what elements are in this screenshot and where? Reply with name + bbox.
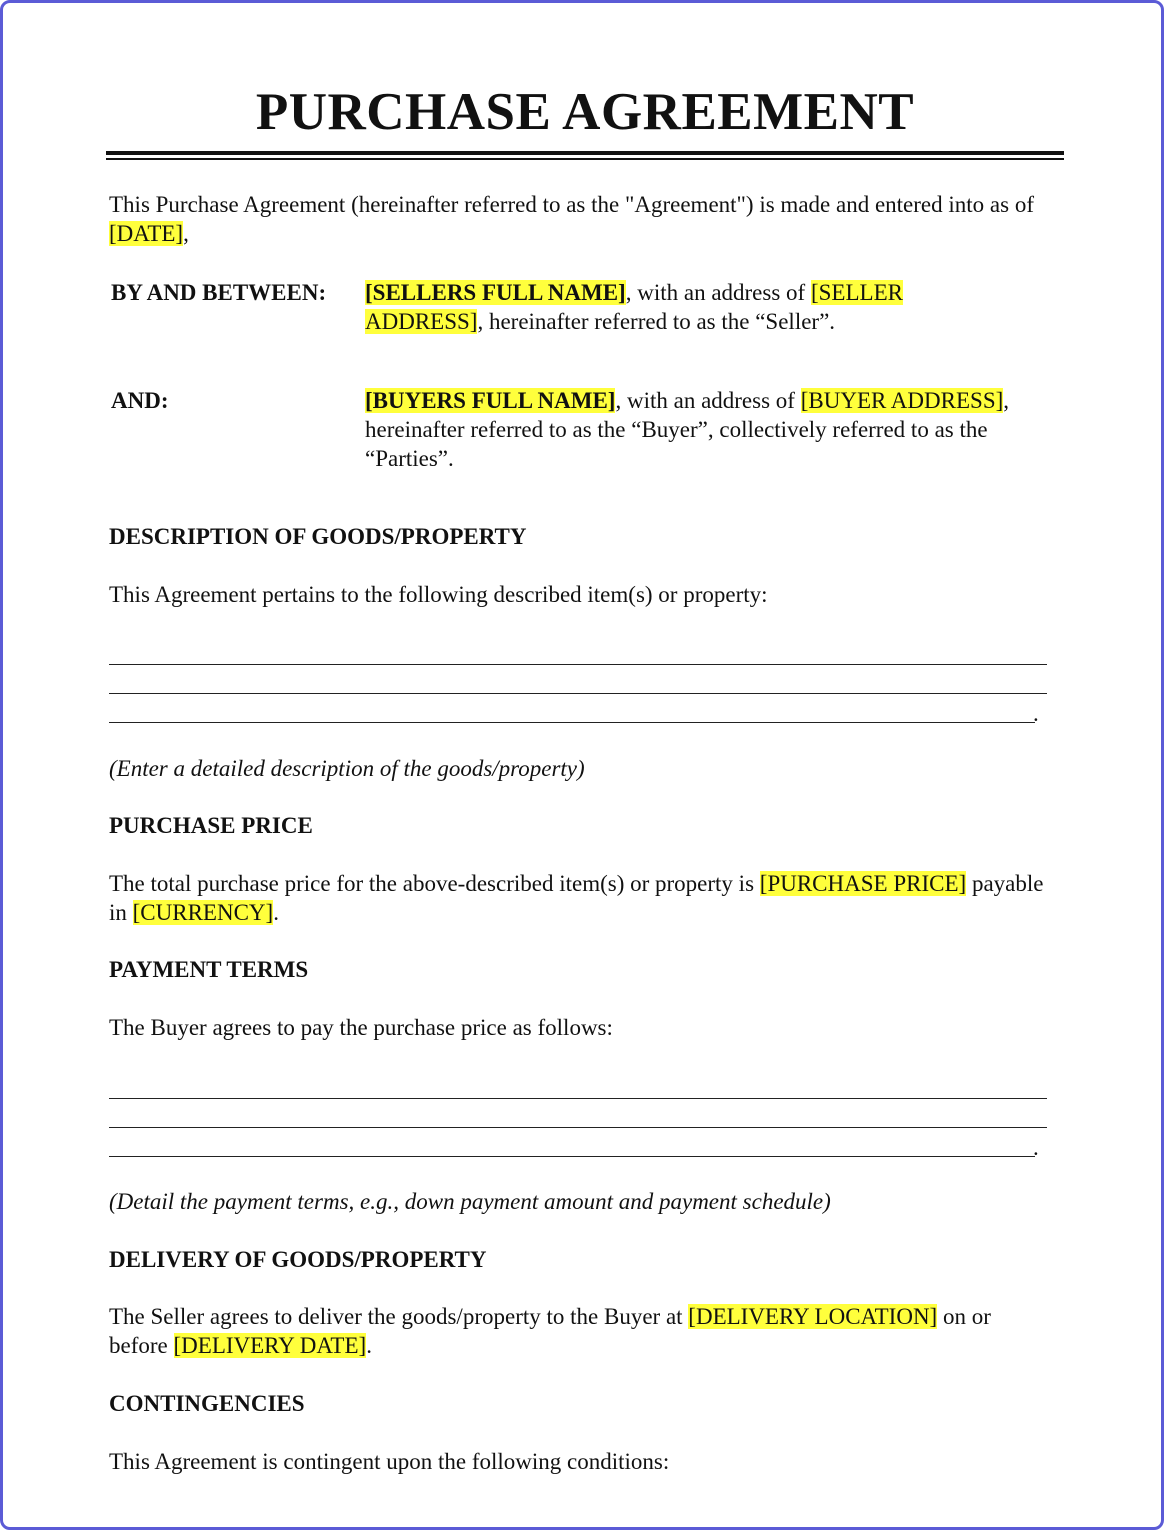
document-title: PURCHASE AGREEMENT bbox=[255, 83, 915, 141]
description-line-2[interactable] bbox=[109, 693, 1047, 694]
buyer-text-1: , with an address of bbox=[615, 388, 795, 413]
price-paragraph bbox=[109, 869, 1049, 927]
intro-comma: , bbox=[183, 221, 189, 246]
seller-paragraph bbox=[365, 278, 1025, 336]
delivery-text-1: The Seller agrees to deliver the goods/property to the Buyer at bbox=[109, 1304, 683, 1329]
delivery-text-2: on or before bbox=[109, 1304, 991, 1358]
seller-name-placeholder[interactable]: [SELLERS FULL NAME] bbox=[365, 280, 626, 305]
purchase-price-placeholder[interactable]: [PURCHASE PRICE] bbox=[759, 871, 967, 896]
delivery-text-3: . bbox=[366, 1333, 372, 1358]
delivery-location-placeholder[interactable]: [DELIVERY LOCATION] bbox=[688, 1304, 938, 1329]
date-placeholder[interactable]: [DATE] bbox=[109, 221, 184, 246]
description-line-period: . bbox=[1033, 701, 1039, 726]
price-text-3: . bbox=[273, 900, 279, 925]
description-line-3[interactable] bbox=[109, 722, 1035, 723]
delivery-paragraph bbox=[109, 1302, 1049, 1360]
intro-text: This Purchase Agreement (hereinafter referred to as the "Agreement") is made and entered into as of bbox=[109, 192, 1034, 217]
payment-line-3[interactable] bbox=[109, 1156, 1035, 1157]
seller-address-placeholder[interactable]: [SELLER ADDRESS] bbox=[365, 280, 903, 334]
payment-text: The Buyer agrees to pay the purchase price as follows: bbox=[109, 1015, 613, 1040]
payment-heading: PAYMENT TERMS bbox=[109, 957, 309, 982]
title-rule-thin bbox=[106, 158, 1064, 160]
description-note: (Enter a detailed description of the goods/property) bbox=[109, 756, 585, 781]
seller-text-1: , with an address of bbox=[625, 280, 806, 305]
description-heading: DESCRIPTION OF GOODS/PROPERTY bbox=[109, 524, 527, 549]
contingencies-heading: CONTINGENCIES bbox=[109, 1391, 305, 1416]
payment-line-period: . bbox=[1033, 1135, 1039, 1160]
buyer-paragraph bbox=[365, 386, 1025, 473]
contingencies-text: This Agreement is contingent upon the following conditions: bbox=[109, 1449, 670, 1474]
delivery-date-placeholder[interactable]: [DELIVERY DATE] bbox=[173, 1333, 367, 1358]
buyer-address-placeholder[interactable]: [BUYER ADDRESS] bbox=[800, 388, 1004, 413]
delivery-heading: DELIVERY OF GOODS/PROPERTY bbox=[109, 1247, 487, 1272]
price-text-2: payable in bbox=[109, 871, 1044, 925]
payment-note: (Detail the payment terms, e.g., down payment amount and payment schedule) bbox=[109, 1189, 831, 1214]
intro-paragraph bbox=[109, 190, 1049, 248]
buyer-name-placeholder[interactable]: [BUYERS FULL NAME] bbox=[365, 388, 616, 413]
payment-line-2[interactable] bbox=[109, 1127, 1047, 1128]
title-rule-thick bbox=[106, 151, 1064, 155]
seller-text-2: , hereinafter referred to as the “Seller”. bbox=[477, 309, 836, 334]
description-text: This Agreement pertains to the following described item(s) or property: bbox=[109, 582, 768, 607]
description-line-1[interactable] bbox=[109, 664, 1047, 665]
buyer-text-2: , hereinafter referred to as the “Buyer”, collectively referred to as the “Parties”. bbox=[365, 388, 1010, 471]
currency-placeholder[interactable]: [CURRENCY] bbox=[132, 900, 274, 925]
buyer-label: AND: bbox=[111, 388, 169, 413]
payment-line-1[interactable] bbox=[109, 1098, 1047, 1099]
seller-label: BY AND BETWEEN: bbox=[111, 280, 327, 305]
price-text-1: The total purchase price for the above-described item(s) or property is bbox=[109, 871, 755, 896]
price-heading: PURCHASE PRICE bbox=[109, 813, 313, 838]
